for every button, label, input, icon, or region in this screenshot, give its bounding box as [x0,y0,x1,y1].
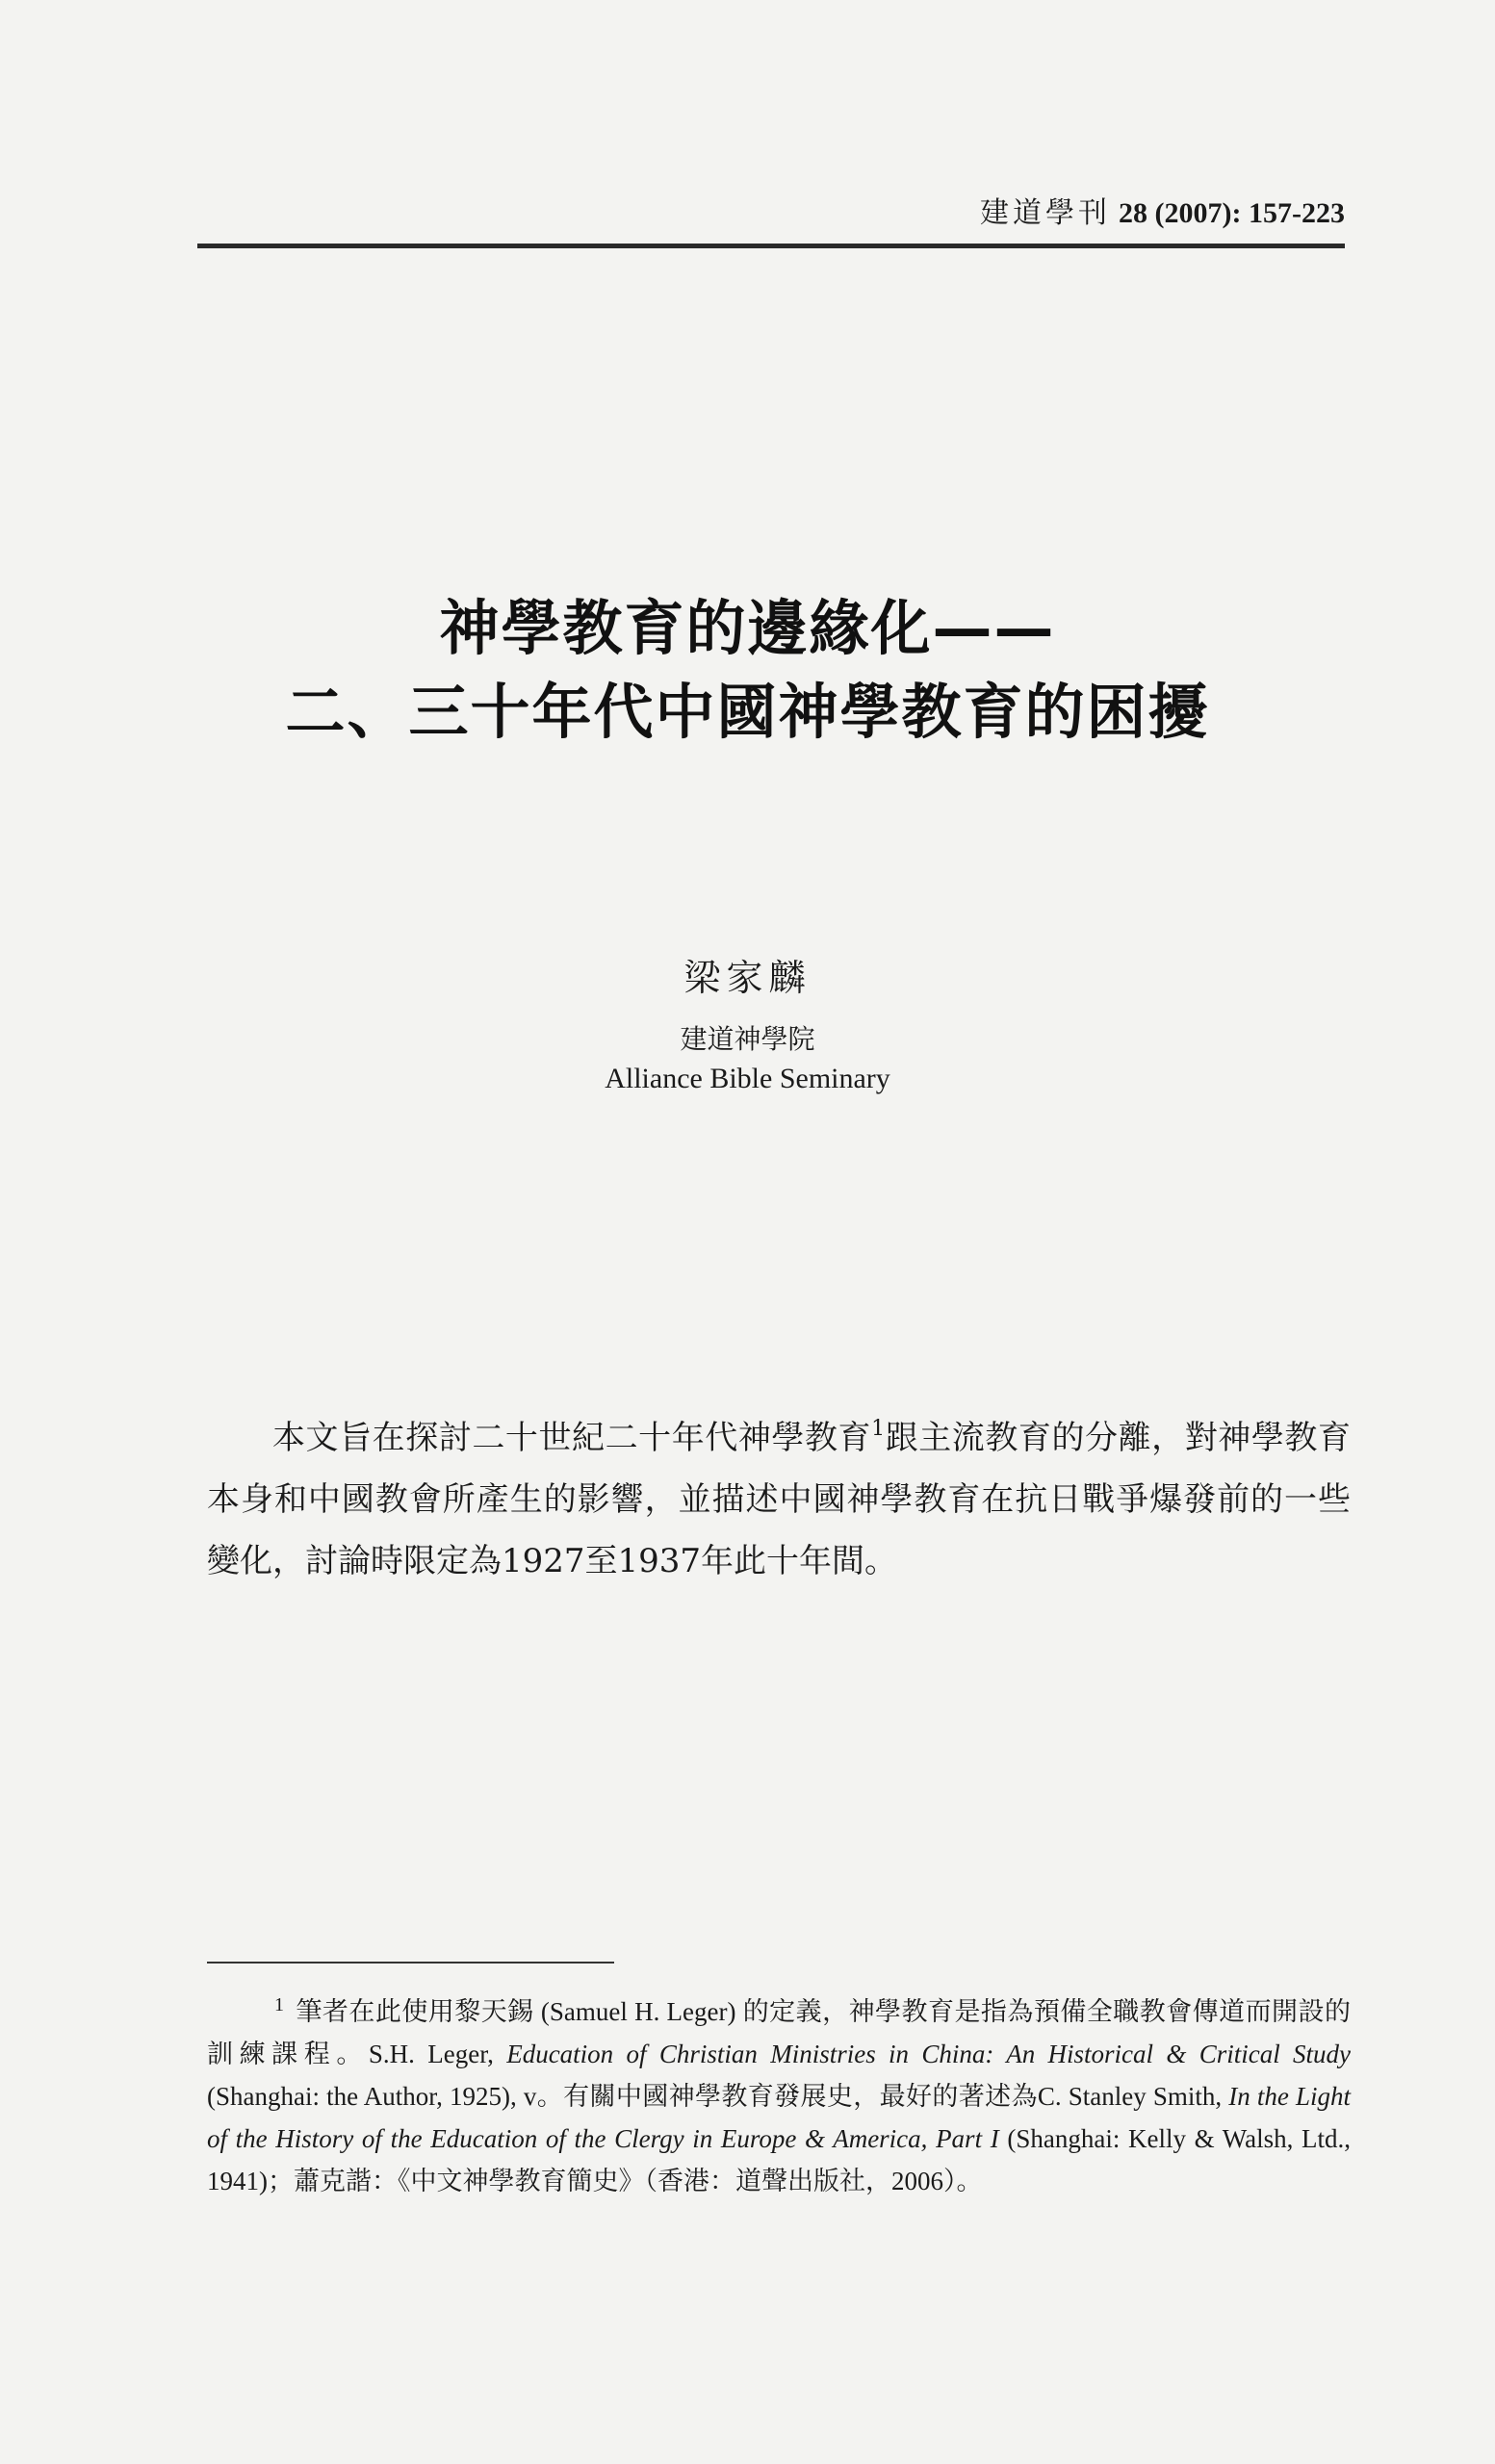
affiliation-en: Alliance Bible Seminary [605,1063,890,1094]
abstract-text-2: 跟主流教育的分離，對神學教育本身和中國教會所產生的影響，並描述中國神學教育在抗日戰爭爆發前的一些變化，討論時限定為1927至1937年此十年間。 [207,1419,1351,1580]
affiliation-zh: 建道神學院 [680,1023,815,1055]
author-name: 梁家麟 [683,957,812,999]
footnote-ref: 1 [871,1417,886,1441]
footnote-text-2: (Shanghai: the Author, 1925), v。有關中國神學教育發展史，最好的著述為C. Stanley Smith, [207,2082,1229,2111]
header-rule [197,244,1345,248]
abstract [207,1407,1351,1592]
footnote-rule [207,1962,614,1964]
footnote-book-2: In the Light of the History of the Education of the Clergy in Europe & America, Part I [207,2082,1352,2153]
title-line-2: 二、三十年代中國神學教育的困擾 [285,677,1210,747]
citation: 28 (2007): 157-223 [1119,197,1345,229]
footnote-book-1: Education of Christian Ministries in China: An Historical & Critical Study [506,2040,1352,2068]
footnote-text-3: (Shanghai: Kelly & Walsh, Ltd., 1941)；蕭克諧：《中文神學教育簡史》（香港：道聲出版社，2006）。 [207,2124,1351,2195]
title-line-1: 神學教育的邊緣化—— [439,593,1056,663]
footnote [207,1990,1351,2202]
running-header [197,189,1345,231]
journal-name: 建道學刊 [980,196,1112,230]
footnote-number: 1 [274,1994,284,2015]
footnote-text-1: 筆者在此使用黎天錫 (Samuel H. Leger) 的定義，神學教育是指為預備全職教會傳道而開設的訓練課程。S.H. Leger, [207,1997,1351,2068]
abstract-text-1: 本文旨在探討二十世紀二十年代神學教育 [272,1419,872,1457]
